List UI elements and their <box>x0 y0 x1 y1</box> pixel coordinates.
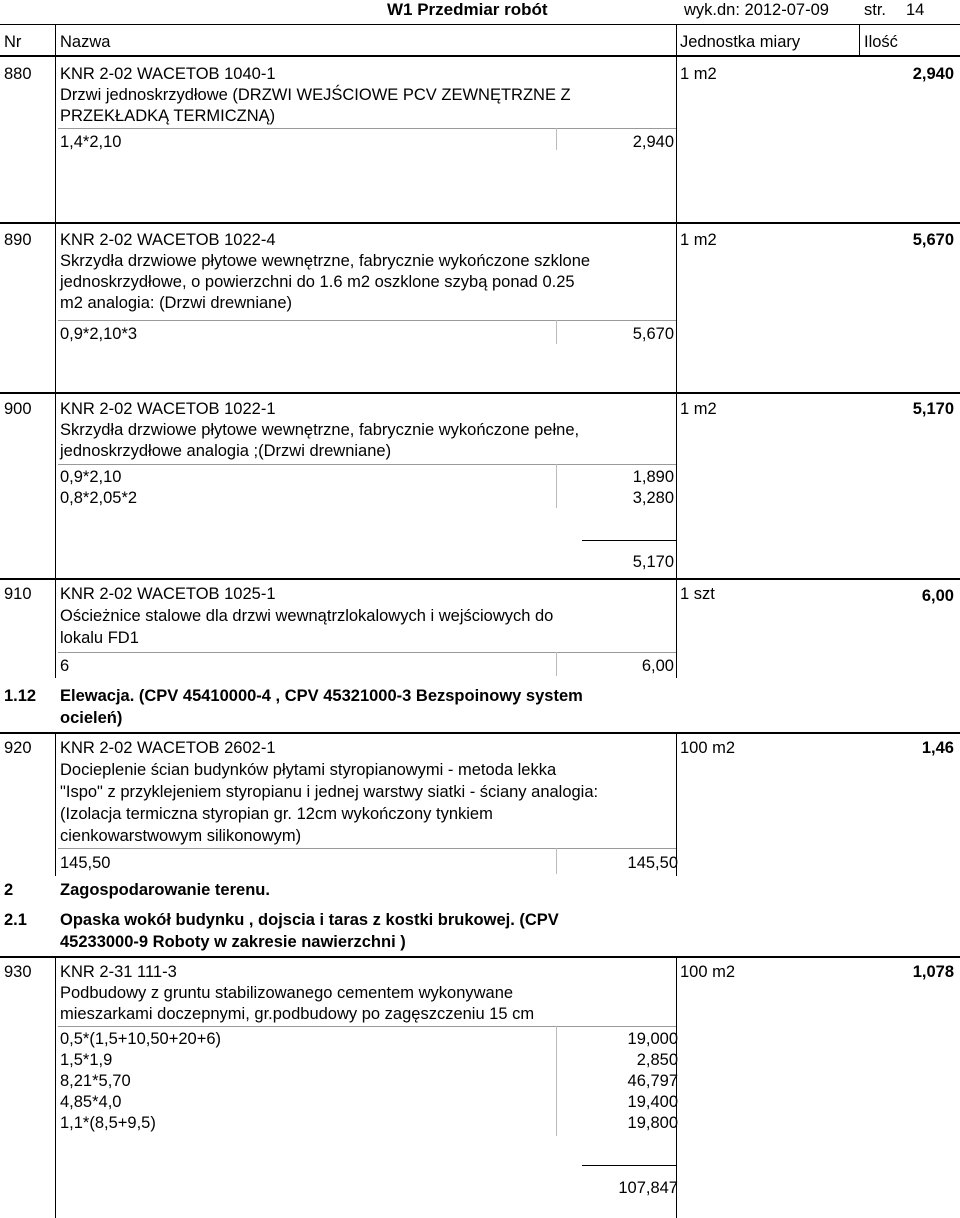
calc-expr: 8,21*5,70 <box>60 1072 131 1090</box>
calc-total: 107,847 <box>618 1179 678 1197</box>
calc-value: 5,670 <box>632 325 674 343</box>
item-desc: (Izolacja termiczna styropian gr. 12cm wykończony tynkiem <box>60 805 493 823</box>
calc-value: 1,890 <box>632 468 674 486</box>
item-desc: lokalu FD1 <box>60 629 139 647</box>
calc-expr: 1,4*2,10 <box>60 133 122 151</box>
row-rule <box>0 732 960 734</box>
col-sep <box>55 393 56 578</box>
item-qty: 1,078 <box>912 963 954 981</box>
item-code: KNR 2-02 WACETOB 1022-4 <box>60 231 276 249</box>
calc-value: 19,400 <box>627 1093 678 1111</box>
document-title: W1 Przedmiar robót <box>387 0 548 19</box>
item-nr: 910 <box>4 585 32 603</box>
item-desc: "Ispo" z przyklejeniem styropianu i jednej warstwy siatki - ściany analogia: <box>60 783 599 801</box>
calc-rule <box>58 464 676 465</box>
item-qty: 5,170 <box>912 400 954 418</box>
item-desc: cienkowarstwowym silikonowym) <box>60 827 302 845</box>
section-nr: 1.12 <box>4 687 37 705</box>
sum-rule <box>582 1165 676 1166</box>
item-qty: 1,46 <box>921 739 954 757</box>
col-sep <box>676 25 677 55</box>
item-qty: 5,670 <box>912 231 954 249</box>
col-header-qty: Ilość <box>864 33 898 51</box>
item-unit: 100 m2 <box>680 963 736 981</box>
calc-expr: 145,50 <box>60 854 111 872</box>
calc-expr: 6 <box>60 657 70 675</box>
page-label: str. <box>864 1 887 19</box>
calc-value: 2,940 <box>632 133 674 151</box>
item-desc: Drzwi jednoskrzydłowe (DRZWI WEJŚCIOWE PCV ZEWNĘTRZNE Z <box>60 86 571 104</box>
section-title: ocieleń) <box>60 709 123 727</box>
row-rule <box>0 222 960 224</box>
col-header-unit: Jednostka miary <box>680 33 801 51</box>
row-rule <box>0 392 960 394</box>
item-desc: PRZEKŁADKĄ TERMICZNĄ) <box>60 107 276 125</box>
item-qty: 2,940 <box>912 65 954 83</box>
item-desc: mieszarkami doczepnymi, gr.podbudowy po zagęszczeniu 15 cm <box>60 1005 535 1023</box>
item-desc: Podbudowy z gruntu stabilizowanego cementem wykonywane <box>60 984 514 1002</box>
col-sep <box>55 957 56 1218</box>
calc-sep <box>556 320 557 344</box>
calc-expr: 0,9*2,10*3 <box>60 325 138 343</box>
calc-expr: 0,5*(1,5+10,50+20+6) <box>60 1030 222 1048</box>
calc-sep <box>556 128 557 150</box>
item-unit: 1 szt <box>680 585 715 603</box>
item-qty: 6,00 <box>921 587 954 605</box>
calc-total: 5,170 <box>632 553 674 571</box>
item-nr: 930 <box>4 963 32 981</box>
section-title: Opaska wokół budynku , dojscia i taras z kostki brukowej. (CPV <box>60 911 559 929</box>
section-nr: 2 <box>4 881 14 899</box>
item-code: KNR 2-31 111-3 <box>60 963 177 981</box>
item-desc: Skrzydła drzwiowe płytowe wewnętrzne, fabrycznie wykończone pełne, <box>60 421 580 439</box>
col-sep <box>676 579 677 678</box>
col-sep <box>55 56 56 222</box>
col-sep <box>676 393 677 578</box>
item-nr: 880 <box>4 65 32 83</box>
row-rule <box>0 578 960 580</box>
item-code: KNR 2-02 WACETOB 1025-1 <box>60 585 276 603</box>
col-sep <box>676 223 677 392</box>
calc-rule <box>58 320 676 321</box>
calc-value: 145,50 <box>627 854 678 872</box>
calc-sep <box>556 464 557 508</box>
calc-rule <box>58 128 676 129</box>
section-title: Elewacja. (CPV 45410000-4 , CPV 45321000-3 Bezspoinowy system <box>60 687 583 705</box>
col-sep <box>55 733 56 876</box>
calc-rule <box>58 848 676 849</box>
calc-expr: 1,1*(8,5+9,5) <box>60 1114 156 1132</box>
item-code: KNR 2-02 WACETOB 1022-1 <box>60 400 276 418</box>
header-bottom-rule <box>0 55 960 57</box>
calc-value: 46,797 <box>627 1072 678 1090</box>
section-title: 45233000-9 Roboty w zakresie nawierzchni ) <box>60 933 406 951</box>
item-desc: Skrzydła drzwiowe płytowe wewnętrzne, fabrycznie wykończone szklone <box>60 252 591 270</box>
item-desc: m2 analogia: (Drzwi drewniane) <box>60 294 293 312</box>
col-header-nr: Nr <box>4 33 22 51</box>
col-header-name: Nazwa <box>60 33 111 51</box>
header-top-rule <box>0 24 960 25</box>
col-sep <box>676 957 677 1218</box>
item-unit: 1 m2 <box>680 65 717 83</box>
item-desc: Ościeżnice stalowe dla drzwi wewnątrzlokalowych i wejściowych do <box>60 607 554 625</box>
item-code: KNR 2-02 WACETOB 1040-1 <box>60 65 276 83</box>
calc-expr: 0,8*2,05*2 <box>60 489 138 507</box>
calc-expr: 1,5*1,9 <box>60 1051 113 1069</box>
item-desc: jednoskrzydłowe analogia ;(Drzwi drewniane) <box>60 442 392 460</box>
section-title: Zagospodarowanie terenu. <box>60 881 270 899</box>
calc-expr: 4,85*4,0 <box>60 1093 122 1111</box>
item-code: KNR 2-02 WACETOB 2602-1 <box>60 739 276 757</box>
calc-value: 19,800 <box>627 1114 678 1132</box>
calc-value: 6,00 <box>641 657 674 675</box>
calc-sep <box>556 652 557 676</box>
item-nr: 900 <box>4 400 32 418</box>
col-sep <box>55 25 56 55</box>
col-sep <box>55 579 56 678</box>
calc-value: 3,280 <box>632 489 674 507</box>
document-date: wyk.dn: 2012-07-09 <box>684 1 829 19</box>
calc-sep <box>556 848 557 874</box>
item-unit: 1 m2 <box>680 400 717 418</box>
item-nr: 920 <box>4 739 32 757</box>
col-sep <box>859 25 860 55</box>
calc-value: 2,850 <box>636 1051 678 1069</box>
item-unit: 1 m2 <box>680 231 717 249</box>
page-number: 14 <box>906 1 925 19</box>
calc-sep <box>556 1026 557 1136</box>
calc-value: 19,000 <box>627 1030 678 1048</box>
item-unit: 100 m2 <box>680 739 736 757</box>
item-desc: jednoskrzydłowe, o powierzchni do 1.6 m2 oszklone szybą ponad 0.25 <box>60 273 575 291</box>
calc-rule <box>58 652 676 653</box>
col-sep <box>676 733 677 876</box>
section-nr: 2.1 <box>4 911 27 929</box>
col-sep <box>55 223 56 392</box>
item-nr: 890 <box>4 231 32 249</box>
calc-expr: 0,9*2,10 <box>60 468 122 486</box>
row-rule <box>0 956 960 958</box>
calc-rule <box>58 1026 676 1027</box>
col-sep <box>676 56 677 222</box>
sum-rule <box>582 540 676 541</box>
item-desc: Docieplenie ścian budynków płytami styropianowymi - metoda lekka <box>60 761 557 779</box>
